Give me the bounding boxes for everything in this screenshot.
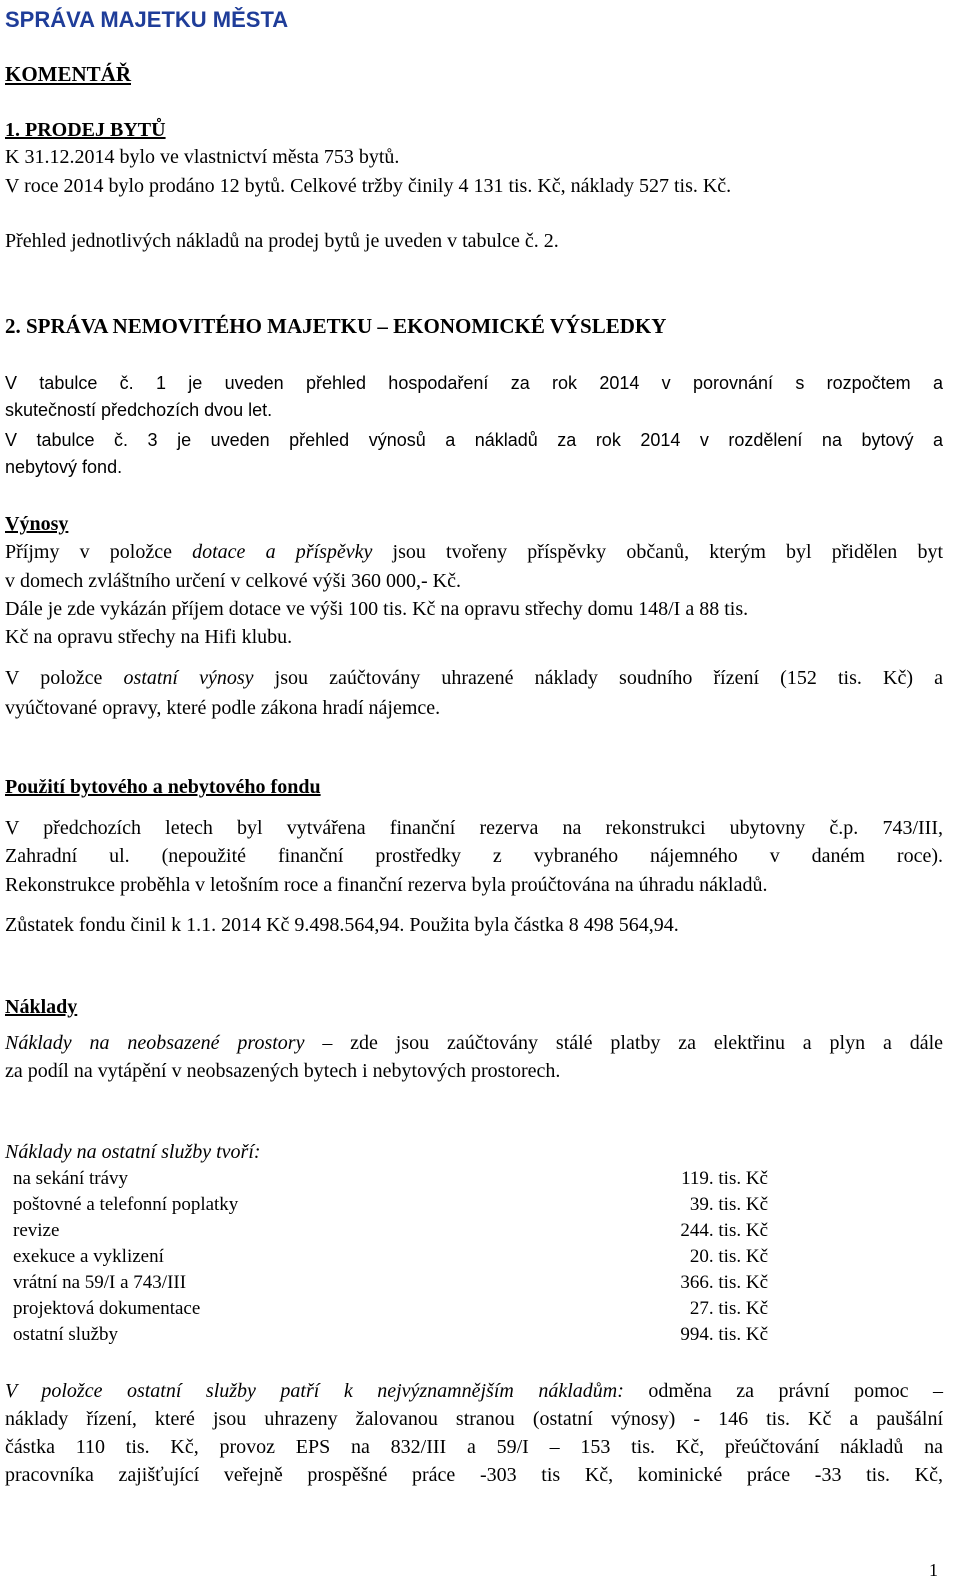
cost-item-label: poštovné a telefonní poplatky <box>13 1194 239 1215</box>
final-line-4: pracovníka zajišťující veřejně prospěšné práce -303 tis Kč, kominické práce -33 tis. Kč, <box>5 1464 943 1486</box>
s1-line-2: V roce 2014 bylo prodáno 12 bytů. Celkové tržby činily 4 131 tis. Kč, náklady 527 tis. Kč. <box>5 175 732 197</box>
naklady-line-1 <box>5 1031 943 1055</box>
cost-item-value: 244. tis. Kč <box>680 1220 768 1241</box>
cost-item-value: 27. tis. Kč <box>689 1298 768 1319</box>
final-line-2: náklady řízení, které jsou uhrazeny žalovanou stranou (ostatní výnosy) - 146 tis. Kč a paušální <box>5 1408 943 1430</box>
cost-item-label: na sekání trávy <box>13 1168 129 1189</box>
cost-item-label: exekuce a vyklizení <box>13 1246 164 1267</box>
pouziti-line-2: Zahradní ul. (nepoužité finanční prostředky z vybraného nájemného v daném roce). <box>5 845 943 867</box>
section-2-heading: 2. SPRÁVA NEMOVITÉHO MAJETKU – EKONOMICKÉ VÝSLEDKY <box>5 314 667 338</box>
final-l1-post: odměna za právní pomoc – <box>623 1380 944 1402</box>
vynosy-line-1 <box>5 540 943 564</box>
cost-item-label: projektová dokumentace <box>13 1298 201 1319</box>
s2-para-2-line-1: V tabulce č. 3 je uveden přehled výnosů a nákladů za rok 2014 v rozdělení na bytový a <box>5 430 943 450</box>
pouziti-line-1: V předchozích letech byl vytvářena finanční rezerva na rekonstrukci ubytovny č.p. 743/III, <box>5 817 943 839</box>
section-1-heading: 1. PRODEJ BYTŮ <box>5 119 166 141</box>
naklady-heading: Náklady <box>5 996 78 1018</box>
vynosy-line-3: Dále je zde vykázán příjem dotace ve výši 100 tis. Kč na opravu střechy domu 148/I a 88 tis. <box>5 598 749 620</box>
cost-item-value: 366. tis. Kč <box>680 1272 768 1293</box>
vynosy-l5-italic: ostatní výnosy <box>123 667 254 689</box>
naklady-l1-post: – zde jsou zaúčtovány stálé platby za elektřinu a plyn a dále <box>304 1032 944 1054</box>
vynosy-line-5 <box>5 666 943 690</box>
s1-line-1: K 31.12.2014 bylo ve vlastnictví města 753 bytů. <box>5 146 400 168</box>
s2-para-2-line-2: nebytový fond. <box>5 457 123 477</box>
vynosy-line-2: v domech zvláštního určení v celkové výši 360 000,- Kč. <box>5 570 461 592</box>
page-title: SPRÁVA MAJETKU MĚSTA <box>5 7 289 32</box>
final-l1-italic: V položce ostatní služby patří k nejvýznamnějším nákladům: <box>5 1380 624 1402</box>
pouziti-line-4: Zůstatek fondu činil k 1.1. 2014 Kč 9.498.564,94. Použita byla částka 8 498 564,94. <box>5 914 679 936</box>
cost-item-value: 994. tis. Kč <box>680 1324 768 1345</box>
cost-item-value: 119. tis. Kč <box>681 1168 768 1189</box>
ostatni-sluzby-heading: Náklady na ostatní služby tvoří: <box>5 1141 261 1163</box>
naklady-line-2: za podíl na vytápění v neobsazených bytech i nebytových prostorech. <box>5 1060 561 1082</box>
pouziti-heading: Použití bytového a nebytového fondu <box>5 776 321 798</box>
vynosy-l5-post: jsou zaúčtovány uhrazené náklady soudního řízení (152 tis. Kč) a <box>253 667 943 689</box>
vynosy-l1-post: jsou tvořeny příspěvky občanů, kterým byl přidělen byt <box>372 541 944 563</box>
cost-item-value: 39. tis. Kč <box>689 1194 768 1215</box>
vynosy-heading: Výnosy <box>5 513 69 535</box>
s2-para-1-line-1: V tabulce č. 1 je uveden přehled hospodaření za rok 2014 v porovnání s rozpočtem a <box>5 373 943 393</box>
page-number: 1 <box>929 1560 938 1580</box>
vynosy-line-6: vyúčtované opravy, které podle zákona hradí nájemce. <box>5 697 441 719</box>
s1-line-3: Přehled jednotlivých nákladů na prodej bytů je uveden v tabulce č. 2. <box>5 230 559 252</box>
cost-item-label: vrátní na 59/I a 743/III <box>13 1272 187 1293</box>
final-line-3: částka 110 tis. Kč, provoz EPS na 832/III a 59/I – 153 tis. Kč, přeúčtování nákladů na <box>5 1436 943 1458</box>
vynosy-l1-pre: Příjmy v položce <box>5 541 193 563</box>
cost-item-label: revize <box>13 1220 60 1241</box>
vynosy-l1-italic: dotace a příspěvky <box>192 541 373 563</box>
final-line-1 <box>5 1379 943 1403</box>
vynosy-line-4: Kč na opravu střechy na Hifi klubu. <box>5 626 293 648</box>
cost-item-label: ostatní služby <box>13 1324 119 1345</box>
komentar-heading: KOMENTÁŘ <box>5 62 131 86</box>
pouziti-line-3: Rekonstrukce proběhla v letošním roce a finanční rezerva byla proúčtována na úhradu nákladů. <box>5 874 768 896</box>
naklady-l1-italic: Náklady na neobsazené prostory <box>5 1032 305 1054</box>
s2-para-1-line-2: skutečností předchozích dvou let. <box>5 400 273 420</box>
cost-item-value: 20. tis. Kč <box>689 1246 768 1267</box>
vynosy-l5-pre: V položce <box>5 667 124 689</box>
